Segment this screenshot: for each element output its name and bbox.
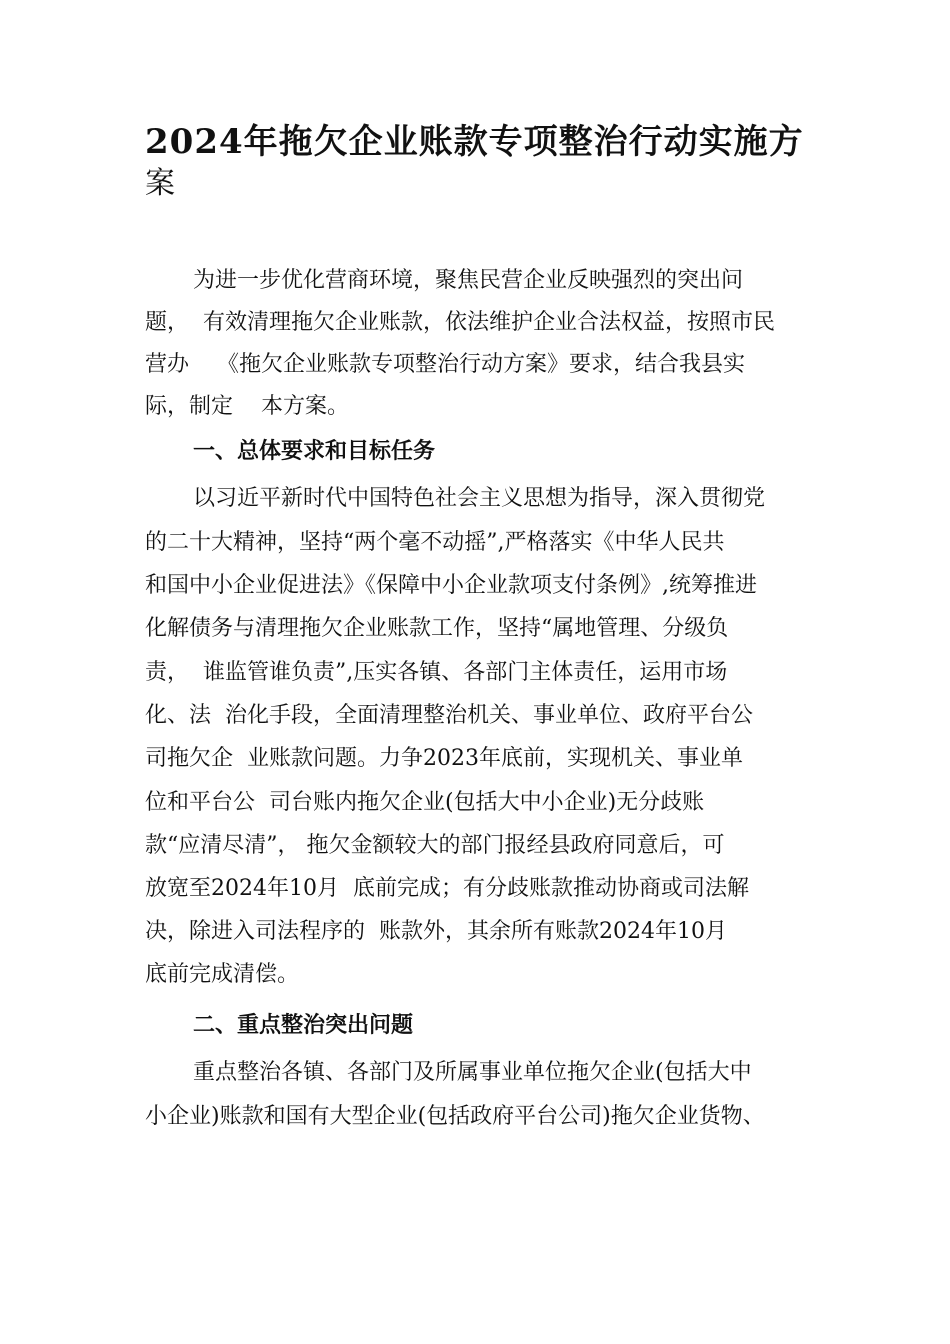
- paragraph-line: 为进一步优化营商环境，聚焦民营企业反映强烈的突出问: [193, 268, 744, 293]
- paragraph-line: 化解债务与清理拖欠企业账款工作，坚持“属地管理、分级负: [145, 616, 729, 641]
- document-title-continued: 案: [145, 166, 175, 201]
- paragraph-line: 化、法 治化手段，全面清理整治机关、事业单位、政府平台公: [145, 703, 753, 728]
- paragraph-line: 位和平台公 司台账内拖欠企业(包括大中小企业)无分歧账: [145, 790, 705, 815]
- paragraph-line: 底前完成清偿。: [145, 962, 300, 987]
- paragraph-line: 款“应清尽清”， 拖欠金额较大的部门报经县政府同意后，可: [145, 833, 725, 858]
- paragraph-line: 营办 《拖欠企业账款专项整治行动方案》要求，结合我县实: [145, 352, 745, 377]
- paragraph-line: 际，制定 本方案。: [145, 394, 349, 419]
- paragraph-line: 和国中小企业促进法》《保障中小企业款项支付条例》,统筹推进: [145, 573, 757, 598]
- paragraph-line: 放宽至2024年10月 底前完成；有分歧账款推动协商或司法解: [145, 876, 749, 901]
- section-heading-2: 二、重点整治突出问题: [193, 1012, 414, 1038]
- document-title: 2024年拖欠企业账款专项整治行动实施方: [145, 122, 804, 162]
- paragraph-line: 决，除进入司法程序的 账款外，其余所有账款2024年10月: [145, 919, 727, 944]
- paragraph-line: 以习近平新时代中国特色社会主义思想为指导，深入贯彻党: [193, 486, 766, 511]
- paragraph-line: 小企业)账款和国有大型企业(包括政府平台公司)拖欠企业货物、: [145, 1104, 765, 1129]
- paragraph-line: 责， 谁监管谁负责”,压实各镇、各部门主体责任，运用市场: [145, 660, 728, 685]
- paragraph-line: 的二十大精神，坚持“两个毫不动摇”,严格落实《中华人民共: [145, 530, 725, 555]
- paragraph-line: 司拖欠企 业账款问题。力争2023年底前，实现机关、事业单: [145, 746, 743, 771]
- paragraph-line: 题， 有效清理拖欠企业账款，依法维护企业合法权益，按照市民: [145, 310, 775, 335]
- paragraph-line: 重点整治各镇、各部门及所属事业单位拖欠企业(包括大中: [193, 1060, 752, 1085]
- section-heading-1: 一、总体要求和目标任务: [193, 438, 436, 464]
